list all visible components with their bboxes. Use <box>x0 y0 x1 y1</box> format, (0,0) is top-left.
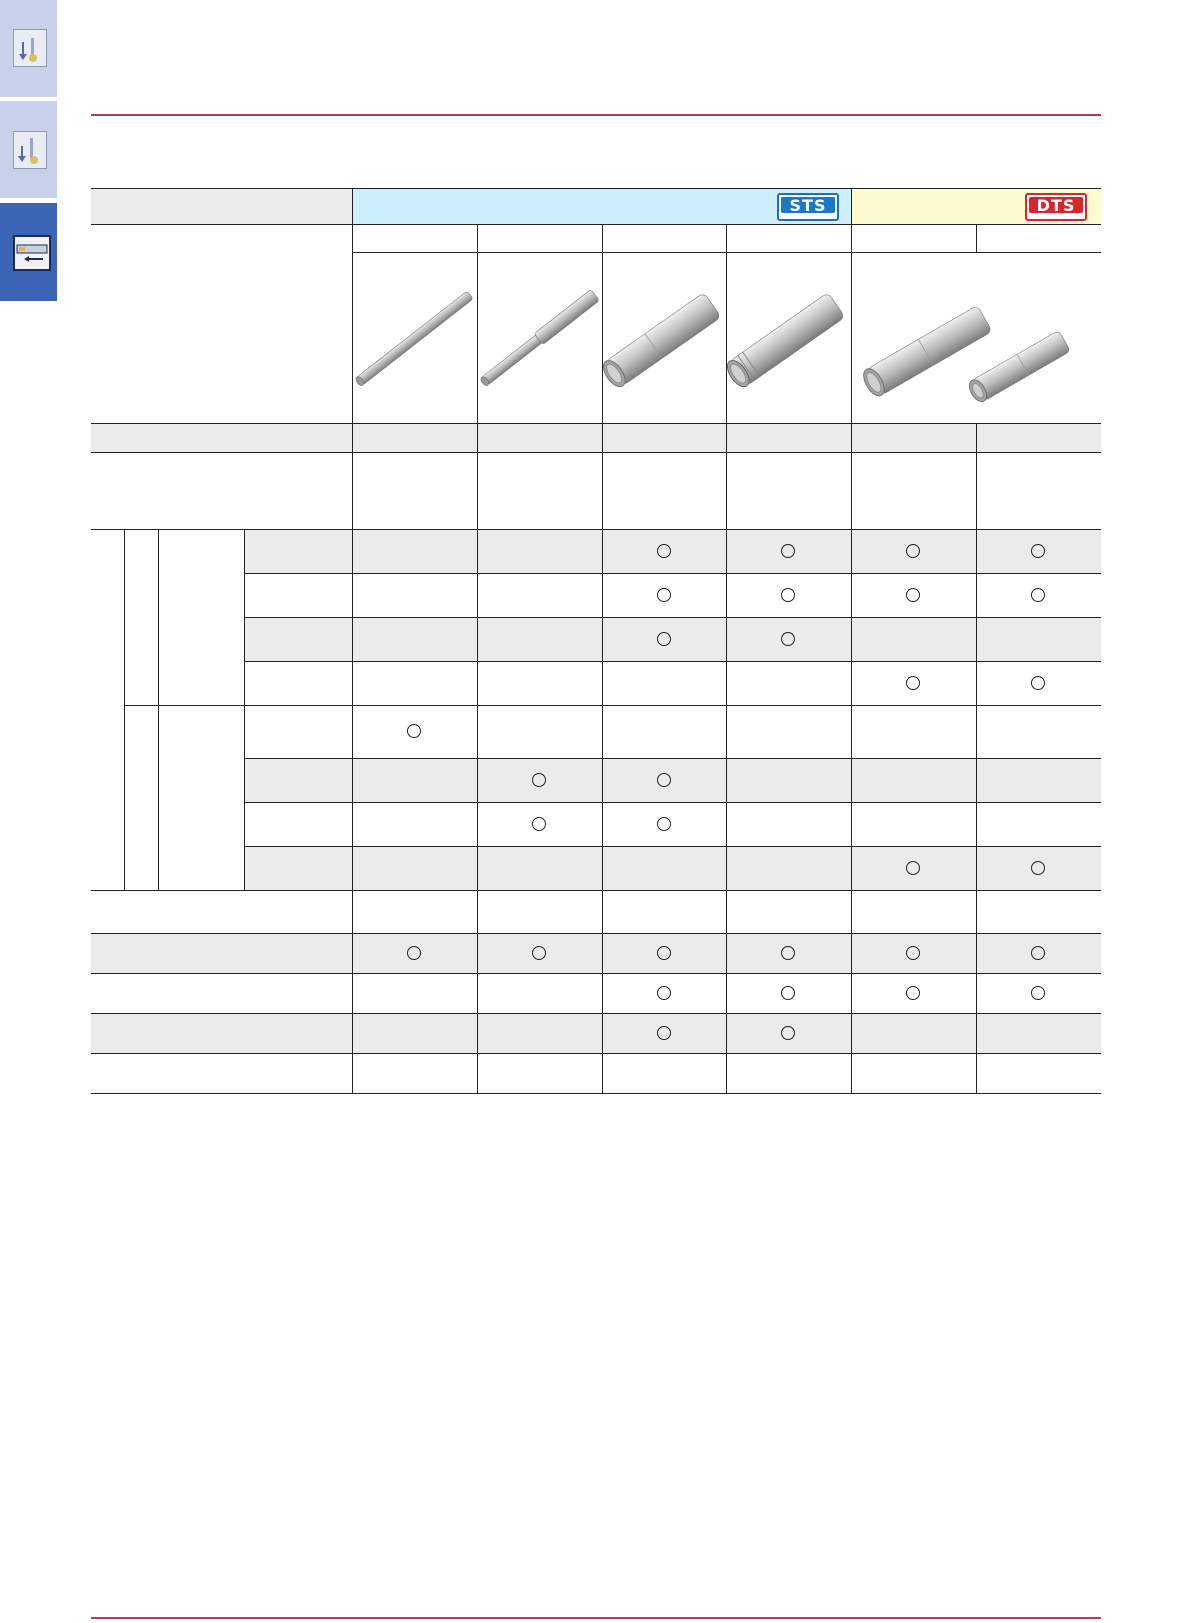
availability-mark <box>781 544 795 558</box>
drill-down-icon <box>13 29 47 67</box>
wide-tube-rings-image <box>727 253 851 423</box>
availability-mark <box>1031 676 1045 690</box>
availability-mark <box>1031 544 1045 558</box>
availability-mark <box>1031 861 1045 875</box>
availability-mark <box>532 773 546 787</box>
table-border <box>244 617 1101 618</box>
table-border <box>91 529 1101 530</box>
availability-mark <box>906 946 920 960</box>
table-border <box>91 452 1101 453</box>
table-border <box>91 1013 1101 1014</box>
availability-mark <box>1031 946 1045 960</box>
availability-mark <box>781 986 795 1000</box>
table-border <box>976 224 977 252</box>
side-tab-2[interactable] <box>0 101 57 198</box>
table-border <box>602 224 603 252</box>
table-border <box>91 933 1101 934</box>
availability-mark <box>1031 986 1045 1000</box>
table-border <box>91 423 1101 424</box>
table-border <box>851 188 852 224</box>
drill-down-icon <box>13 131 47 169</box>
row-band <box>244 529 1101 573</box>
table-border <box>91 1093 1101 1094</box>
table-border <box>91 890 1101 891</box>
availability-mark <box>657 817 671 831</box>
table-border <box>477 423 478 1093</box>
availability-mark <box>781 632 795 646</box>
availability-mark <box>657 986 671 1000</box>
row-band <box>244 758 1101 802</box>
availability-mark <box>906 986 920 1000</box>
row-band <box>91 1013 1101 1053</box>
table-border <box>244 573 1101 574</box>
dts-logo: DTS <box>1025 193 1087 221</box>
availability-mark <box>407 946 421 960</box>
availability-mark <box>781 1026 795 1040</box>
spec-row-gray <box>91 423 1101 452</box>
table-border <box>851 423 852 1093</box>
availability-mark <box>657 632 671 646</box>
availability-mark <box>906 861 920 875</box>
dts-tube-pair-image <box>852 253 1101 423</box>
table-border <box>124 529 125 890</box>
table-border <box>726 423 727 1093</box>
table-border <box>244 758 1101 759</box>
row-band <box>91 933 1101 973</box>
header-label-cell <box>91 188 352 224</box>
table-border <box>244 802 1101 803</box>
table-border <box>91 1053 1101 1054</box>
side-tab-3-active[interactable] <box>0 203 57 301</box>
row-band <box>244 846 1101 890</box>
table-border <box>91 973 1101 974</box>
table-border <box>124 705 1101 706</box>
availability-mark <box>781 588 795 602</box>
deep-hole-tube-icon <box>13 235 51 271</box>
availability-mark <box>657 544 671 558</box>
sts-logo: STS <box>777 193 839 221</box>
thin-tube-stepped-image <box>478 253 602 423</box>
table-border <box>244 661 1101 662</box>
table-border <box>91 224 1101 225</box>
availability-mark <box>657 773 671 787</box>
row-band <box>244 617 1101 661</box>
side-tab-1[interactable] <box>0 0 57 97</box>
availability-mark <box>906 588 920 602</box>
table-border <box>602 423 603 1093</box>
availability-mark <box>906 676 920 690</box>
availability-mark <box>1031 588 1045 602</box>
table-border <box>244 846 1101 847</box>
wide-tube-image <box>603 253 726 423</box>
table-border <box>244 529 245 890</box>
table-border <box>726 224 727 252</box>
table-border <box>851 224 852 252</box>
availability-mark <box>657 1026 671 1040</box>
tube-comparison-table <box>91 188 1101 1093</box>
availability-mark <box>906 544 920 558</box>
table-border <box>477 224 478 252</box>
header-rule <box>91 114 1101 116</box>
footer-rule <box>91 1617 1101 1619</box>
availability-mark <box>532 817 546 831</box>
thin-tube-image <box>353 253 477 423</box>
availability-mark <box>532 946 546 960</box>
table-border <box>976 423 977 1093</box>
availability-mark <box>657 946 671 960</box>
availability-mark <box>781 946 795 960</box>
availability-mark <box>657 588 671 602</box>
table-border <box>158 529 159 890</box>
availability-mark <box>407 724 421 738</box>
table-border <box>91 188 1101 189</box>
